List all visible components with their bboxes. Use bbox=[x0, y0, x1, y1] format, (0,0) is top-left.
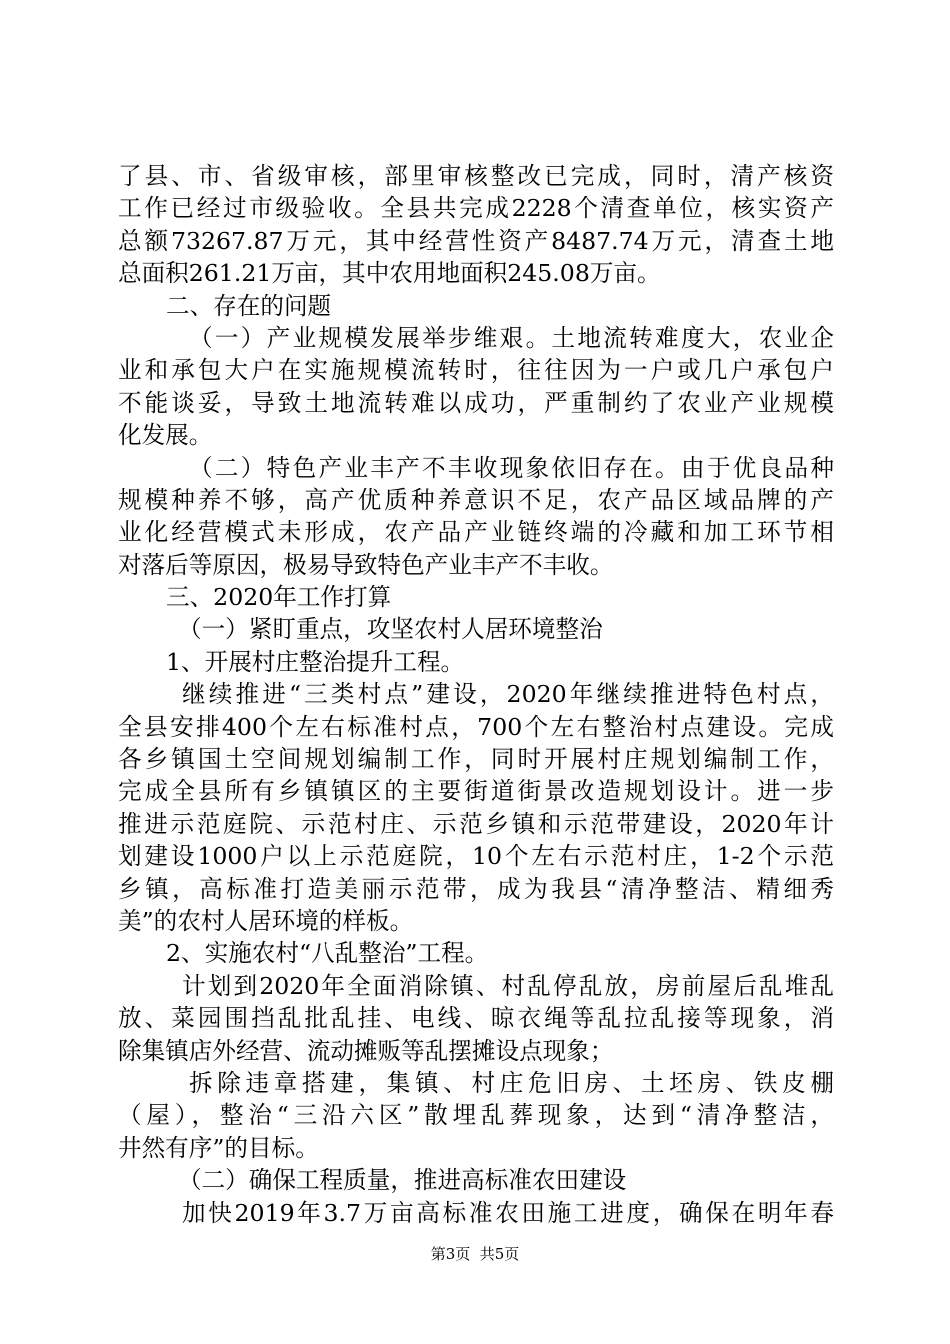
paragraph-line: 乡镇，高标准打造美丽示范带，成为我县“清净整洁、精细秀 bbox=[118, 874, 834, 903]
subsection-heading: （二）确保工程质量，推进高标准农田建设 bbox=[178, 1166, 627, 1195]
paragraph-line: 了县、市、省级审核，部里审核整改已完成，同时，清产核资 bbox=[118, 162, 834, 190]
paragraph-line: 美”的农村人居环境的样板。 bbox=[118, 906, 414, 935]
paragraph-line: 推进示范庭院、示范村庄、示范乡镇和示范带建设，2020年计 bbox=[118, 809, 834, 838]
paragraph-line: 各乡镇国土空间规划编制工作，同时开展村庄规划编制工作， bbox=[118, 745, 834, 774]
paragraph-line: 加快2019年3.7万亩高标准农田施工进度，确保在明年春 bbox=[182, 1198, 834, 1227]
paragraph-line: 业化经营模式未形成，农产品产业链终端的冷藏和加工环节相 bbox=[118, 518, 834, 547]
paragraph-line: （屋），整治“三沿六区”散埋乱葬现象，达到“清净整洁， bbox=[118, 1101, 834, 1130]
paragraph-line: 划建设1000户以上示范庭院，10个左右示范村庄，1-2个示范 bbox=[118, 842, 834, 871]
paragraph-line: 拆除违章搭建，集镇、村庄危旧房、土坯房、铁皮棚 bbox=[189, 1068, 834, 1097]
paragraph-line: 全县安排400个左右标准村点，700个左右整治村点建设。完成 bbox=[118, 712, 834, 741]
paragraph-line: 化发展。 bbox=[118, 421, 213, 450]
paragraph-line: 总额73267.87万元，其中经营性资产8487.74万元，清查土地 bbox=[118, 226, 834, 255]
item-heading: 1、开展村庄整治提升工程。 bbox=[166, 647, 465, 676]
paragraph-line: 继续推进“三类村点”建设，2020年继续推进特色村点， bbox=[182, 680, 834, 709]
paragraph-line: 除集镇店外经营、流动摊贩等乱摆摊设点现象； bbox=[118, 1036, 614, 1065]
document-body bbox=[118, 160, 834, 1229]
item-heading: 2、实施农村“八乱整治”工程。 bbox=[166, 939, 489, 968]
paragraph-line: 放、菜园围挡乱批乱挂、电线、晾衣绳等乱拉乱接等现象，消 bbox=[118, 1004, 834, 1033]
section-heading: 二、存在的问题 bbox=[166, 291, 332, 320]
subsection-heading-line: （二）特色产业丰产不丰收现象依旧存在。由于优良品种 bbox=[189, 453, 834, 482]
paragraph-line: 总面积261.21万亩，其中农用地面积245.08万亩。 bbox=[118, 259, 661, 288]
paragraph-line: 工作已经过市级验收。全县共完成2228个清查单位，核实资产 bbox=[118, 194, 834, 223]
paragraph-line: 业和承包大户在实施规模流转时，往往因为一户或几户承包户 bbox=[118, 356, 834, 385]
page-number-footer: 第3页 共5页 bbox=[430, 1245, 520, 1263]
subsection-heading: （一）紧盯重点，攻坚农村人居环境整治 bbox=[178, 615, 603, 644]
paragraph-line: 完成全县所有乡镇镇区的主要街道街景改造规划设计。进一步 bbox=[118, 777, 834, 806]
paragraph-line: 井然有序”的目标。 bbox=[118, 1133, 319, 1162]
paragraph-line: 计划到2020年全面消除镇、村乱停乱放，房前屋后乱堆乱 bbox=[182, 971, 834, 1000]
paragraph-line: 对落后等原因，极易导致特色产业丰产不丰收。 bbox=[118, 550, 614, 579]
paragraph-line: 不能谈妥，导致土地流转难以成功，严重制约了农业产业规模 bbox=[118, 388, 834, 417]
paragraph-line: 规模种养不够，高产优质种养意识不足，农产品区域品牌的产 bbox=[118, 485, 834, 514]
subsection-heading-line: （一）产业规模发展举步维艰。土地流转难度大，农业企 bbox=[189, 323, 834, 352]
section-heading: 三、2020年工作打算 bbox=[166, 583, 392, 612]
